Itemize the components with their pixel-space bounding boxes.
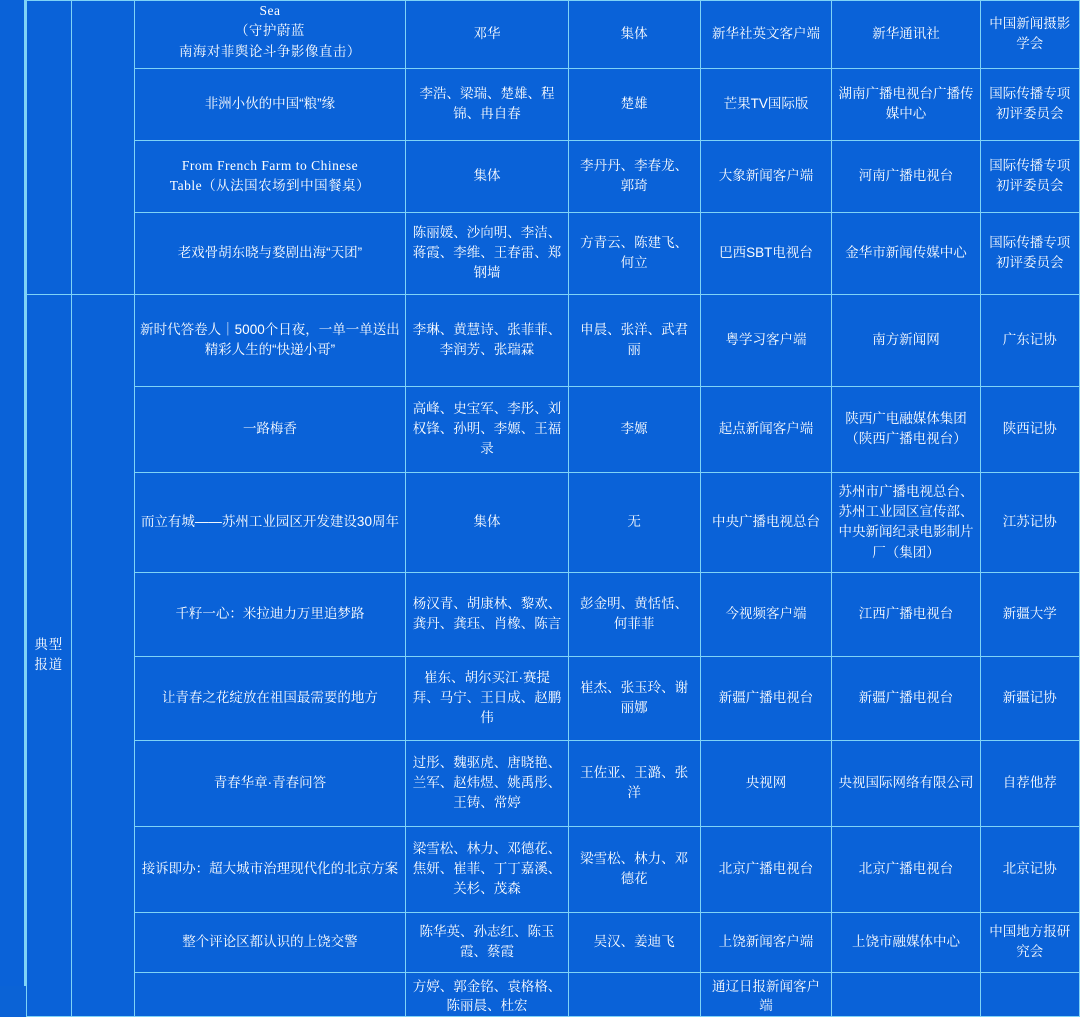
cell-org: 上饶市融媒体中心 [832,912,980,972]
cell-reporters: 崔东、胡尔买江·赛提拜、马宁、王日成、赵鹏伟 [406,656,568,740]
cell-title: 整个评论区都认识的上饶交警 [134,912,406,972]
cell-recommender: 新疆大学 [980,572,1079,656]
table-row [27,912,1080,972]
table-row [27,972,1080,1016]
table-row [27,472,1080,572]
table-row [27,572,1080,656]
cell-title: 一路梅香 [134,386,406,472]
cell-reporters: 杨汉青、胡康林、黎欢、龚丹、龚珏、肖橡、陈言 [406,572,568,656]
cell-editors [568,972,700,1016]
cell-title: 让青春之花绽放在祖国最需要的地方 [134,656,406,740]
awards-table-container [26,0,1080,1014]
cell-org: 南方新闻网 [832,294,980,386]
cell-org: 河南广播电视台 [832,140,980,212]
cell-title: 接诉即办：超大城市治理现代化的北京方案 [134,826,406,912]
cell-org: 陕西广电融媒体集团（陕西广播电视台） [832,386,980,472]
cell-rank [71,294,134,1016]
cell-org: 苏州市广播电视总台、苏州工业园区宣传部、中央新闻纪录电影制片厂（集团） [832,472,980,572]
cell-recommender: 北京记协 [980,826,1079,912]
cell-reporters: 邓华 [406,1,568,69]
cell-editors: 彭金明、黄恬恬、何菲菲 [568,572,700,656]
cell-outlet: 粤学习客户端 [700,294,832,386]
cell-title: 老戏骨胡东晓与婺剧出海“天团” [134,212,406,294]
cell-reporters: 梁雪松、林力、邓德花、焦妍、崔菲、丁丁嘉溪、关杉、茂森 [406,826,568,912]
cell-editors: 申晨、张洋、武君丽 [568,294,700,386]
cell-recommender [980,972,1079,1016]
left-margin-rail [0,0,26,986]
cell-category [27,1,72,295]
cell-title: 而立有城——苏州工业园区开发建设30周年 [134,472,406,572]
cell-outlet: 今视频客户端 [700,572,832,656]
cell-outlet: 新疆广播电视台 [700,656,832,740]
table-row [27,656,1080,740]
cell-editors: 集体 [568,1,700,69]
cell-editors: 李丹丹、李春龙、郭琦 [568,140,700,212]
table-row [27,294,1080,386]
awards-table [26,0,1080,1017]
cell-outlet: 起点新闻客户端 [700,386,832,472]
cell-editors: 崔杰、张玉玲、谢丽娜 [568,656,700,740]
cell-reporters: 李浩、梁瑞、楚雄、程锦、冉自春 [406,68,568,140]
title-line: From French Farm to Chinese [181,158,359,173]
cell-title: 非洲小伙的中国“粮”缘 [134,68,406,140]
cell-recommender: 国际传播专项初评委员会 [980,212,1079,294]
cell-recommender: 中国新闻摄影学会 [980,1,1079,69]
cell-outlet: 巴西SBT电视台 [700,212,832,294]
cell-org: 央视国际网络有限公司 [832,740,980,826]
table-row [27,1,1080,69]
cell-outlet: 芒果TV国际版 [700,68,832,140]
cell-reporters: 陈华英、孙志红、陈玉霞、蔡霞 [406,912,568,972]
cell-recommender: 国际传播专项初评委员会 [980,140,1079,212]
cell-reporters: 高峰、史宝军、李彤、刘权锋、孙明、李嫄、王福录 [406,386,568,472]
cell-reporters: 过彤、魏驱虎、唐晓艳、兰军、赵炜煜、姚禹彤、王铸、常婷 [406,740,568,826]
table-row [27,740,1080,826]
cell-reporters: 方婷、郭金铭、袁格格、陈丽晨、杜宏 [406,972,568,1016]
title-line: （守护蔚蓝 [234,23,305,39]
cell-recommender: 江苏记协 [980,472,1079,572]
cell-outlet: 新华社英文客户端 [700,1,832,69]
cell-editors: 吴汉、姜迪飞 [568,912,700,972]
table-row [27,140,1080,212]
cell-org: 湖南广播电视台广播传媒中心 [832,68,980,140]
cell-reporters: 集体 [406,472,568,572]
title-line: 南海对菲舆论斗争影像直击） [178,43,361,59]
cell-category: 典型报道 [27,294,72,1016]
cell-editors: 梁雪松、林力、邓德花 [568,826,700,912]
cell-recommender: 陕西记协 [980,386,1079,472]
cell-recommender: 中国地方报研究会 [980,912,1079,972]
table-row [27,826,1080,912]
cell-org [832,972,980,1016]
cell-recommender: 国际传播专项初评委员会 [980,68,1079,140]
cell-org: 金华市新闻传媒中心 [832,212,980,294]
cell-title [134,1,406,69]
table-row [27,386,1080,472]
cell-outlet: 上饶新闻客户端 [700,912,832,972]
cell-title [134,972,406,1016]
cell-outlet: 中央广播电视总台 [700,472,832,572]
cell-editors: 王佐亚、王潞、张洋 [568,740,700,826]
cell-rank [71,1,134,295]
cell-outlet: 北京广播电视台 [700,826,832,912]
cell-title: 新时代答卷人｜5000个日夜，一单一单送出精彩人生的“快递小哥” [134,294,406,386]
cell-editors: 李嫄 [568,386,700,472]
cell-org: 北京广播电视台 [832,826,980,912]
cell-title: 千籽一心：米拉迪力万里追梦路 [134,572,406,656]
cell-reporters: 李琳、黄慧诗、张菲菲、李润芳、张瑞霖 [406,294,568,386]
table-row [27,68,1080,140]
cell-editors: 方青云、陈建飞、何立 [568,212,700,294]
cell-title: 青春华章·青春问答 [134,740,406,826]
cell-org: 新疆广播电视台 [832,656,980,740]
cell-org: 新华通讯社 [832,1,980,69]
cell-outlet: 通辽日报新闻客户端 [700,972,832,1016]
cell-recommender: 新疆记协 [980,656,1079,740]
cell-outlet: 央视网 [700,740,832,826]
cell-title [134,140,406,212]
cell-editors: 无 [568,472,700,572]
title-line: Sea [259,3,281,18]
cell-reporters: 集体 [406,140,568,212]
cell-reporters: 陈丽媛、沙向明、李洁、蒋霞、李维、王春雷、郑钢墙 [406,212,568,294]
table-row [27,212,1080,294]
cell-editors: 楚雄 [568,68,700,140]
title-line: Table（从法国农场到中国餐桌） [169,178,371,194]
cell-outlet: 大象新闻客户端 [700,140,832,212]
cell-recommender: 广东记协 [980,294,1079,386]
cell-org: 江西广播电视台 [832,572,980,656]
cell-recommender: 自荐他荐 [980,740,1079,826]
